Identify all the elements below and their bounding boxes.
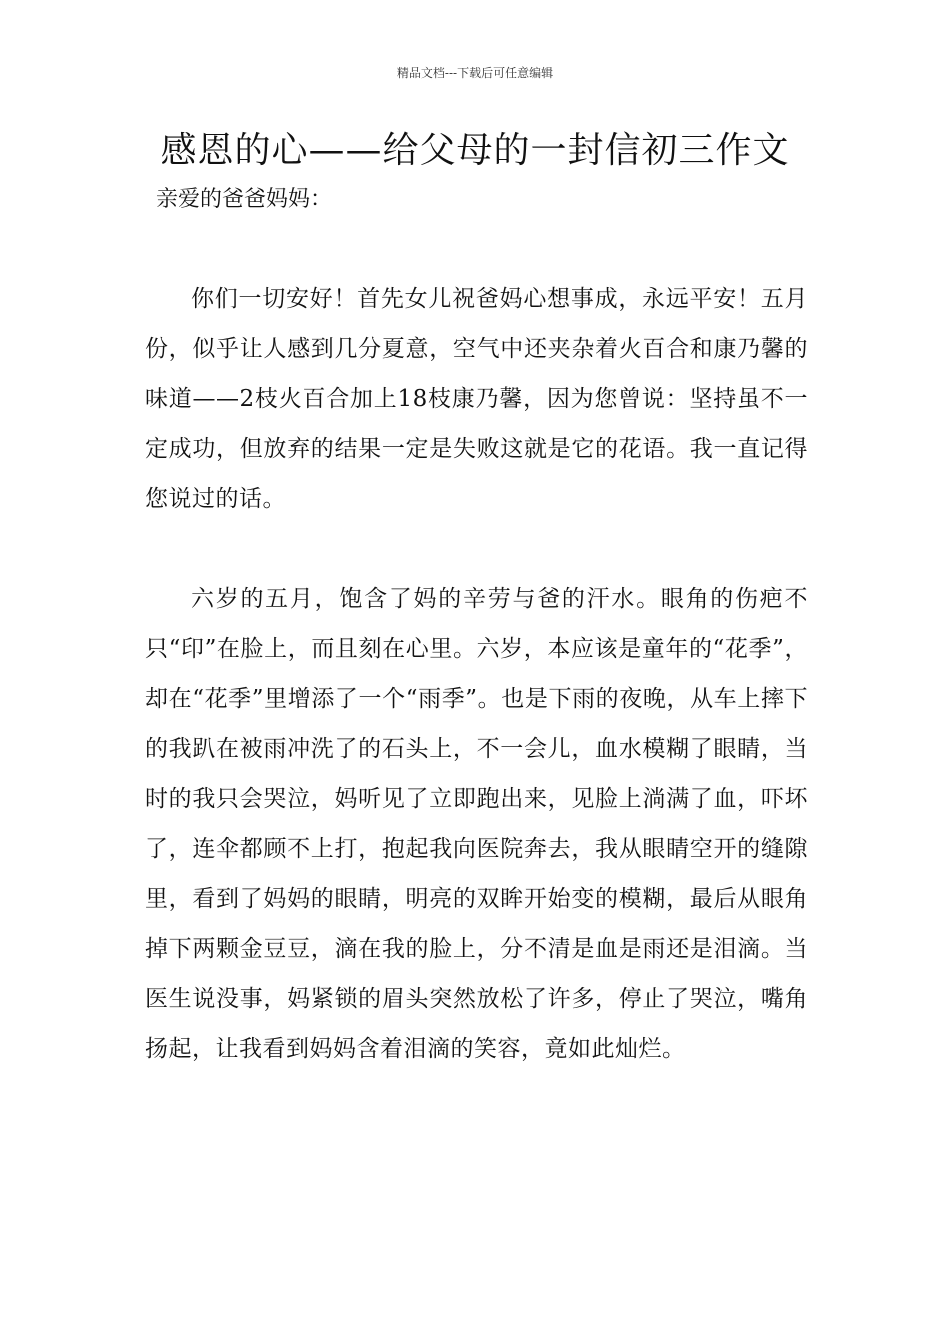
paragraph: 六岁的五月，饱含了妈的辛劳与爸的汗水。眼角的伤疤不只“印”在脸上，而且刻在心里。六岁，本应该是童年的“花季”，却在“花季”里增添了一个“雨季”。也是下雨的夜晚，从车上摔下的我趴在被雨冲洗了的石头上，不一会儿，血水模糊了眼睛，当时的我只会哭泣，妈听见了立即跑出来，见脸上淌满了血，吓坏了，连伞都顾不上打，抱起我向医院奔去，我从眼睛空开的缝隙里，看到了妈妈的眼睛，明亮的双眸开始变的模糊，最后从眼角掉下两颗金豆豆，滴在我的脸上，分不清是血是雨还是泪滴。当医生说没事，妈紧锁的眉头突然放松了许多，停止了哭泣，嘴角扬起，让我看到妈妈含着泪滴的笑容，竟如此灿烂。 [145, 586, 808, 1062]
salutation: 亲爱的爸爸妈妈： [156, 187, 333, 212]
paragraph: 你们一切安好！首先女儿祝爸妈心想事成，永远平安！五月份，似乎让人感到几分夏意，空气中还夹杂着火百合和康乃馨的味道——2枝火百合加上18枝康乃馨，因为您曾说：坚持虽不一定成功，但放弃的结果一定是失败这就是它的花语。我一直记得您说过的话。 [145, 286, 808, 512]
document-title: 感恩的心——给父母的一封信初三作文 [160, 130, 790, 171]
header-note: 精品文档---下载后可任意编辑 [396, 66, 554, 80]
